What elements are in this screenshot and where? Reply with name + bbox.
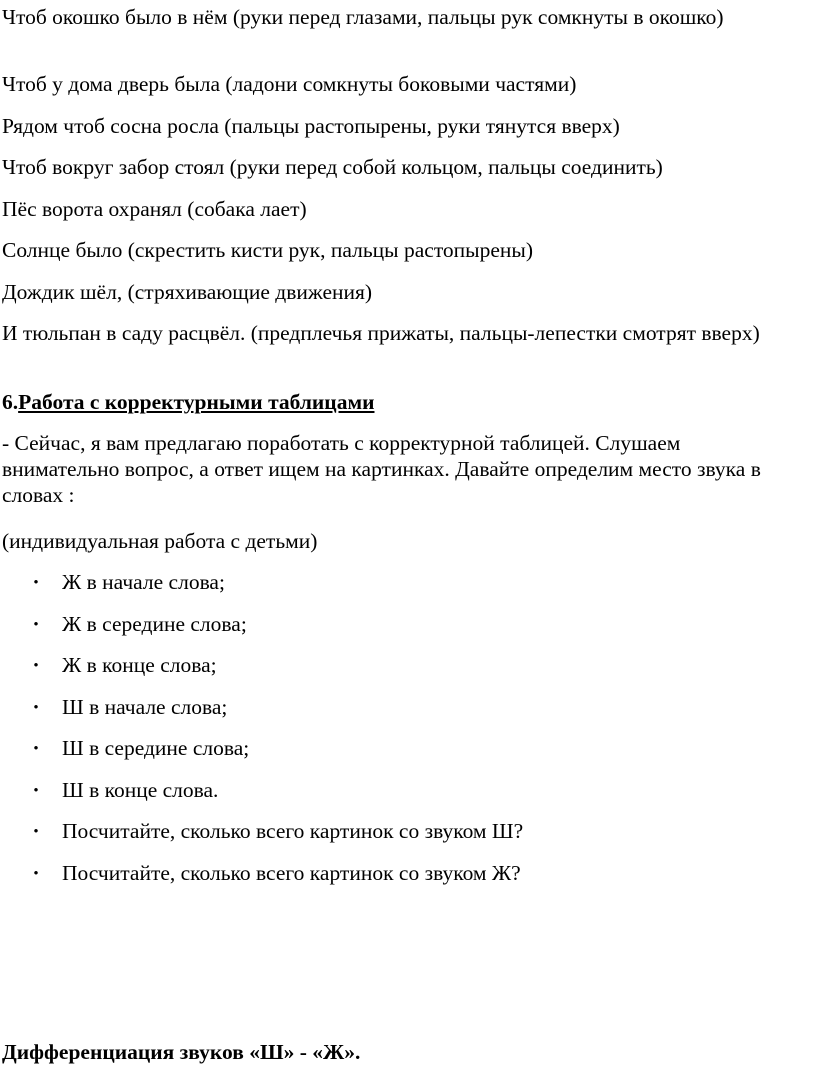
intro-paragraph: - Сейчас, я вам предлагаю поработать с корректурной таблицей. Слушаем внимательно вопрос, а ответ ищем на картинках. Давайте определим место звука в словах : xyxy=(2,431,761,507)
bullet-icon: • xyxy=(33,866,39,882)
section-6-title: Работа с корректурными таблицами xyxy=(18,390,375,414)
bullet-icon: • xyxy=(33,658,39,674)
bullet-icon: • xyxy=(33,575,39,591)
final-heading: Дифференциация звуков «Ш» - «Ж». xyxy=(2,1040,361,1064)
paragraph-line-1: Чтоб окошко было в нём (руки перед глазами, пальцы рук сомкнуты в окошко) xyxy=(2,5,724,29)
note-paragraph: (индивидуальная работа с детьми) xyxy=(2,529,318,553)
list-item-text: Посчитайте, сколько всего картинок со звуком Ж? xyxy=(62,861,521,885)
paragraph-line-6: Солнце было (скрестить кисти рук, пальцы растопырены) xyxy=(2,238,534,262)
bullet-icon: • xyxy=(33,617,39,633)
paragraph-line-2: Чтоб у дома дверь была (ладони сомкнуты боковыми частями) xyxy=(2,72,577,96)
bullet-icon: • xyxy=(33,824,39,840)
paragraph-line-8: И тюльпан в саду расцвёл. (предплечья прижаты, пальцы-лепестки смотрят вверх) xyxy=(2,321,760,345)
list-item-text: Ж в середине слова; xyxy=(62,612,247,636)
list-item-text: Ж в начале слова; xyxy=(62,570,225,594)
list-item-text: Посчитайте, сколько всего картинок со звуком Ш? xyxy=(62,819,524,843)
section-6-heading xyxy=(2,389,802,415)
bullet-icon: • xyxy=(33,741,39,757)
paragraph-line-4: Чтоб вокруг забор стоял (руки перед собой кольцом, пальцы соединить) xyxy=(2,155,663,179)
list-item-text: Ш в середине слова; xyxy=(62,736,250,760)
section-6-number: 6. xyxy=(2,390,19,414)
bullet-icon: • xyxy=(33,783,39,799)
list-item-text: Ш в начале слова; xyxy=(62,695,228,719)
bullet-icon: • xyxy=(33,700,39,716)
paragraph-line-7: Дождик шёл, (стряхивающие движения) xyxy=(2,280,373,304)
paragraph-line-3: Рядом чтоб сосна росла (пальцы растопырены, руки тянутся вверх) xyxy=(2,114,620,138)
list-item-text: Ш в конце слова. xyxy=(62,778,219,802)
paragraph-line-5: Пёс ворота охранял (собака лает) xyxy=(2,197,307,221)
list-item-text: Ж в конце слова; xyxy=(62,653,217,677)
